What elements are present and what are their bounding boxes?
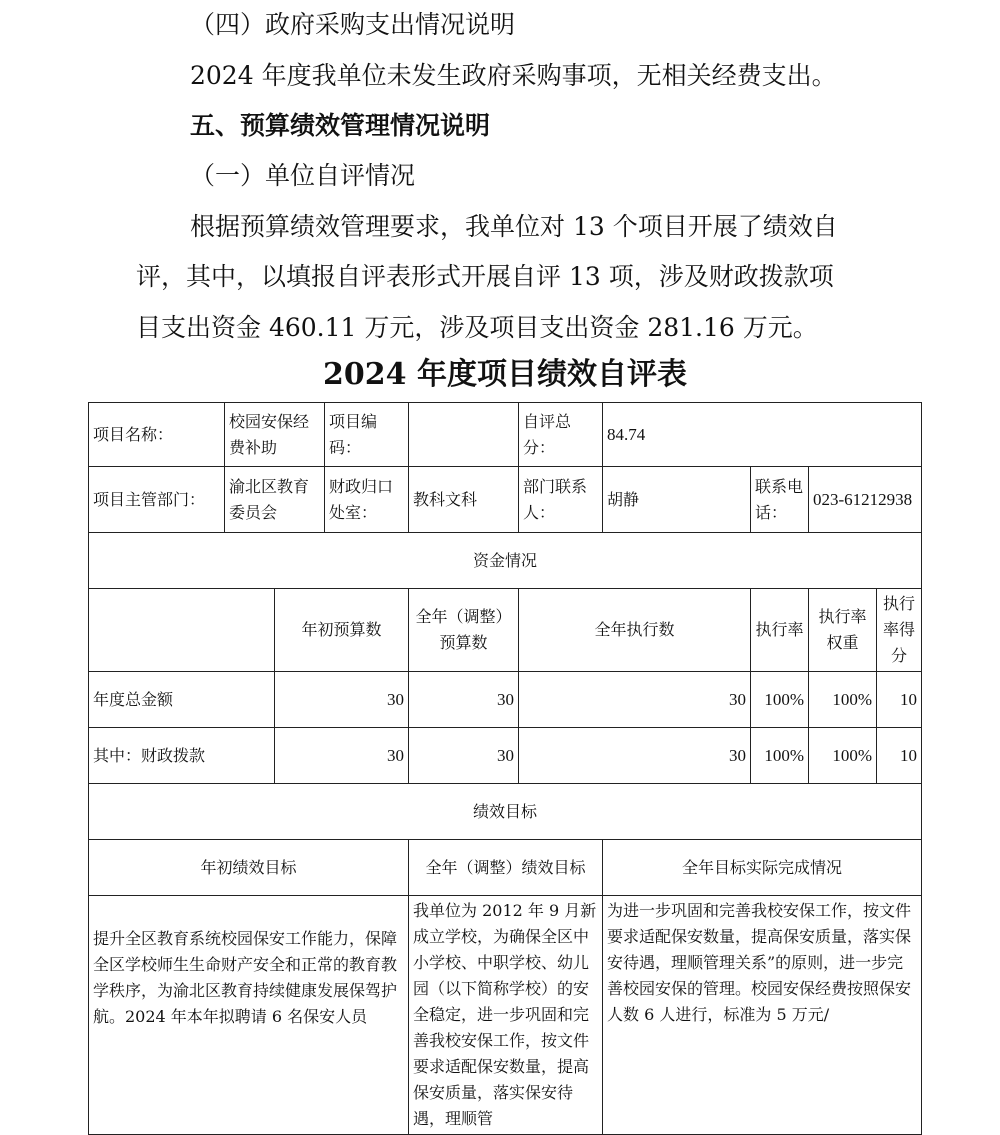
cell-rate: 100%: [751, 672, 809, 728]
funds-header: 资金情况: [89, 533, 922, 589]
dept-value: 渝北区教育委员会: [225, 467, 325, 533]
cell-rate: 100%: [751, 728, 809, 784]
phone-label: 联系电话：: [751, 467, 809, 533]
col-rate: 执行率: [751, 589, 809, 672]
row-label: 其中：财政拨款: [89, 728, 275, 784]
cell-adjusted: 30: [409, 728, 519, 784]
project-code-value: [409, 403, 519, 467]
office-label: 财政归口处室：: [325, 467, 409, 533]
self-score-label: 自评总分：: [519, 403, 603, 467]
procurement-text: 2024 年度我单位未发生政府采购事项，无相关经费支出。: [190, 61, 837, 90]
col-score: 执行率得分: [877, 589, 922, 672]
contact-value: 胡静: [603, 467, 751, 533]
cell-score: 10: [877, 672, 922, 728]
goal-adjusted-text: 我单位为 2012 年 9 月新成立学校，为确保全区中小学校、中职学校、幼儿园（以下简称学校）的安全稳定，进一步巩固和完善我校安保工作，按文件要求适配保安数量，提高保安质量，落实保安待遇，理顺管: [409, 896, 603, 1135]
cell-score: 10: [877, 728, 922, 784]
project-name-label: 项目名称：: [89, 403, 225, 467]
self-eval-line-2: 评，其中，以填报自评表形式开展自评 13 项，涉及财政拨款项: [136, 262, 834, 291]
col-goal-initial: 年初绩效目标: [89, 840, 409, 896]
goal-actual-text: 为进一步巩固和完善我校安保工作，按文件要求适配保安数量，提高保安质量，落实保安待遇，理顺管理关系”的原则，进一步完善校园安保的管理。校园安保经费按照保安人数 6 人进行，标准为 5 万元/: [603, 896, 922, 1135]
heading-procurement: （四）政府采购支出情况说明: [190, 10, 516, 39]
goals-header: 绩效目标: [89, 784, 922, 840]
heading-performance: 五、预算绩效管理情况说明: [190, 111, 491, 140]
col-executed: 全年执行数: [519, 589, 751, 672]
cell-weight: 100%: [809, 672, 877, 728]
contact-label: 部门联系人：: [519, 467, 603, 533]
col-adjusted: 全年（调整）预算数: [409, 589, 519, 672]
project-code-label: 项目编码：: [325, 403, 409, 467]
heading-self-eval: （一）单位自评情况: [190, 161, 416, 190]
self-eval-line-3: 目支出资金 460.11 万元，涉及项目支出资金 281.16 万元。: [136, 313, 818, 342]
cell-adjusted: 30: [409, 672, 519, 728]
col-goal-adjusted: 全年（调整）绩效目标: [409, 840, 603, 896]
table-row: [89, 672, 922, 728]
cell-executed: 30: [519, 672, 751, 728]
col-budget: 年初预算数: [275, 589, 409, 672]
self-eval-line-1: 根据预算绩效管理要求，我单位对 13 个项目开展了绩效自: [190, 212, 838, 241]
col-weight: 执行率权重: [809, 589, 877, 672]
table-title: 2024 年度项目绩效自评表: [323, 357, 687, 392]
goal-initial-text: 提升全区教育系统校园保安工作能力，保障全区学校师生生命财产安全和正常的教育教学秩序，为渝北区教育持续健康发展保驾护航。2024 年本年拟聘请 6 名保安人员: [89, 896, 409, 1135]
office-value: 教科文科: [409, 467, 519, 533]
cell-executed: 30: [519, 728, 751, 784]
col-goal-actual: 全年目标实际完成情况: [603, 840, 922, 896]
cell-weight: 100%: [809, 728, 877, 784]
self-score-value: 84.74: [603, 403, 922, 467]
cell-budget: 30: [275, 728, 409, 784]
project-name-value: 校园安保经费补助: [225, 403, 325, 467]
funds-corner: [89, 589, 275, 672]
row-label: 年度总金额: [89, 672, 275, 728]
cell-budget: 30: [275, 672, 409, 728]
phone-value: 023-61212938: [809, 467, 922, 533]
dept-label: 项目主管部门：: [89, 467, 225, 533]
table-row: [89, 728, 922, 784]
self-evaluation-table: [88, 402, 922, 1135]
